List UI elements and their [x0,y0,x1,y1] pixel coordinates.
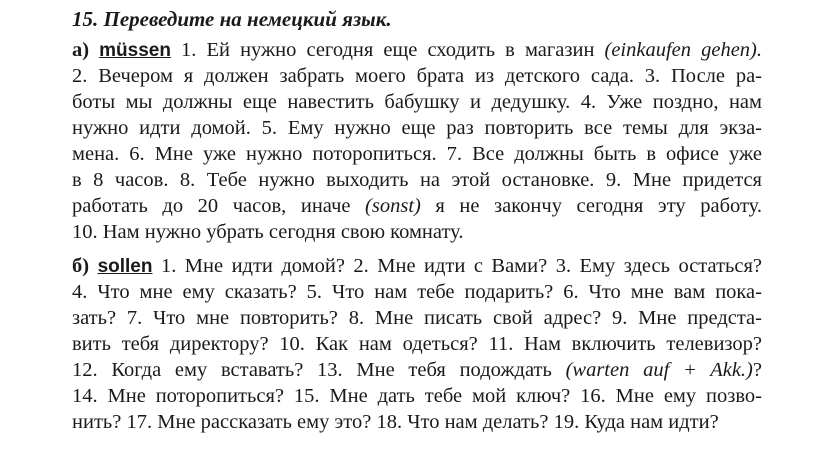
modal-verb-keyword: müssen [99,40,171,61]
sentence-text: нить? 17. Мне рассказать ему это? 18. Что нам делать? 19. Куда нам идти? [72,411,719,433]
sentence-text: 4. Что мне ему сказать? 5. Что нам тебе подарить? 6. Что мне вам пока- [72,281,762,303]
sentence-text: зать? 7. Что мне повторить? 8. Мне писать свой адрес? 9. Мне предста- [72,307,762,329]
sentence-text: в 8 часов. 8. Тебе нужно выходить на этой остановке. 9. Мне придется [72,169,762,191]
sentence-text: 2. Вечером я должен забрать моего брата из детского сада. 3. После ра- [72,65,762,87]
sentence-text: работать до 20 часов, иначе [72,195,366,217]
sentence-text: 10. Нам нужно убрать сегодня свою комнату. [72,221,464,243]
exercise-page [72,6,762,435]
text-line [72,37,762,63]
text-line [72,409,762,435]
text-line [72,383,762,409]
modal-verb-keyword: sollen [97,256,153,277]
text-line [72,219,762,245]
text-line [72,167,762,193]
text-line [72,357,762,383]
text-line [72,193,762,219]
text-line [72,63,762,89]
sentence-text: я не закончу сегодня эту работу. [420,195,762,217]
section-letter: а) [72,39,90,61]
german-hint: (einkaufen gehen). [604,39,762,61]
text-line [72,331,762,357]
sentence-text: ? [752,359,762,381]
section-gap [72,245,762,253]
text-line [72,115,762,141]
sentence-text: 1. Ей нужно сегодня еще сходить в магазин [181,39,605,61]
sentence-text: 14. Мне поторопиться? 15. Мне дать тебе мой ключ? 16. Мне ему позво- [72,385,762,407]
sentence-text: 12. Когда ему вставать? 13. Мне тебя подождать [72,359,566,381]
text-line [72,141,762,167]
text-line [72,279,762,305]
german-hint: (warten auf + Akk.) [565,359,753,381]
text-line [72,253,762,279]
sentence-text: нужно идти домой. 5. Ему нужно еще раз повторить все темы для экза- [72,117,762,139]
section-b [72,253,762,435]
text-line [72,89,762,115]
section-a [72,37,762,245]
sentence-text: мена. 6. Мне уже нужно поторопиться. 7. Все должны быть в офисе уже [72,143,762,165]
text-line [72,305,762,331]
exercise-title: 15. Переведите на немецкий язык. [72,7,392,31]
sentence-text: вить тебя директору? 10. Как нам одеться? 11. Нам включить телевизор? [72,333,762,355]
section-letter: б) [72,255,90,277]
german-hint: (sonst) [365,195,421,217]
sentence-text: 1. Мне идти домой? 2. Мне идти с Вами? 3. Ему здесь остаться? [160,255,763,277]
sentence-text: боты мы должны еще навестить бабушку и дедушку. 4. Уже поздно, нам [72,91,762,113]
